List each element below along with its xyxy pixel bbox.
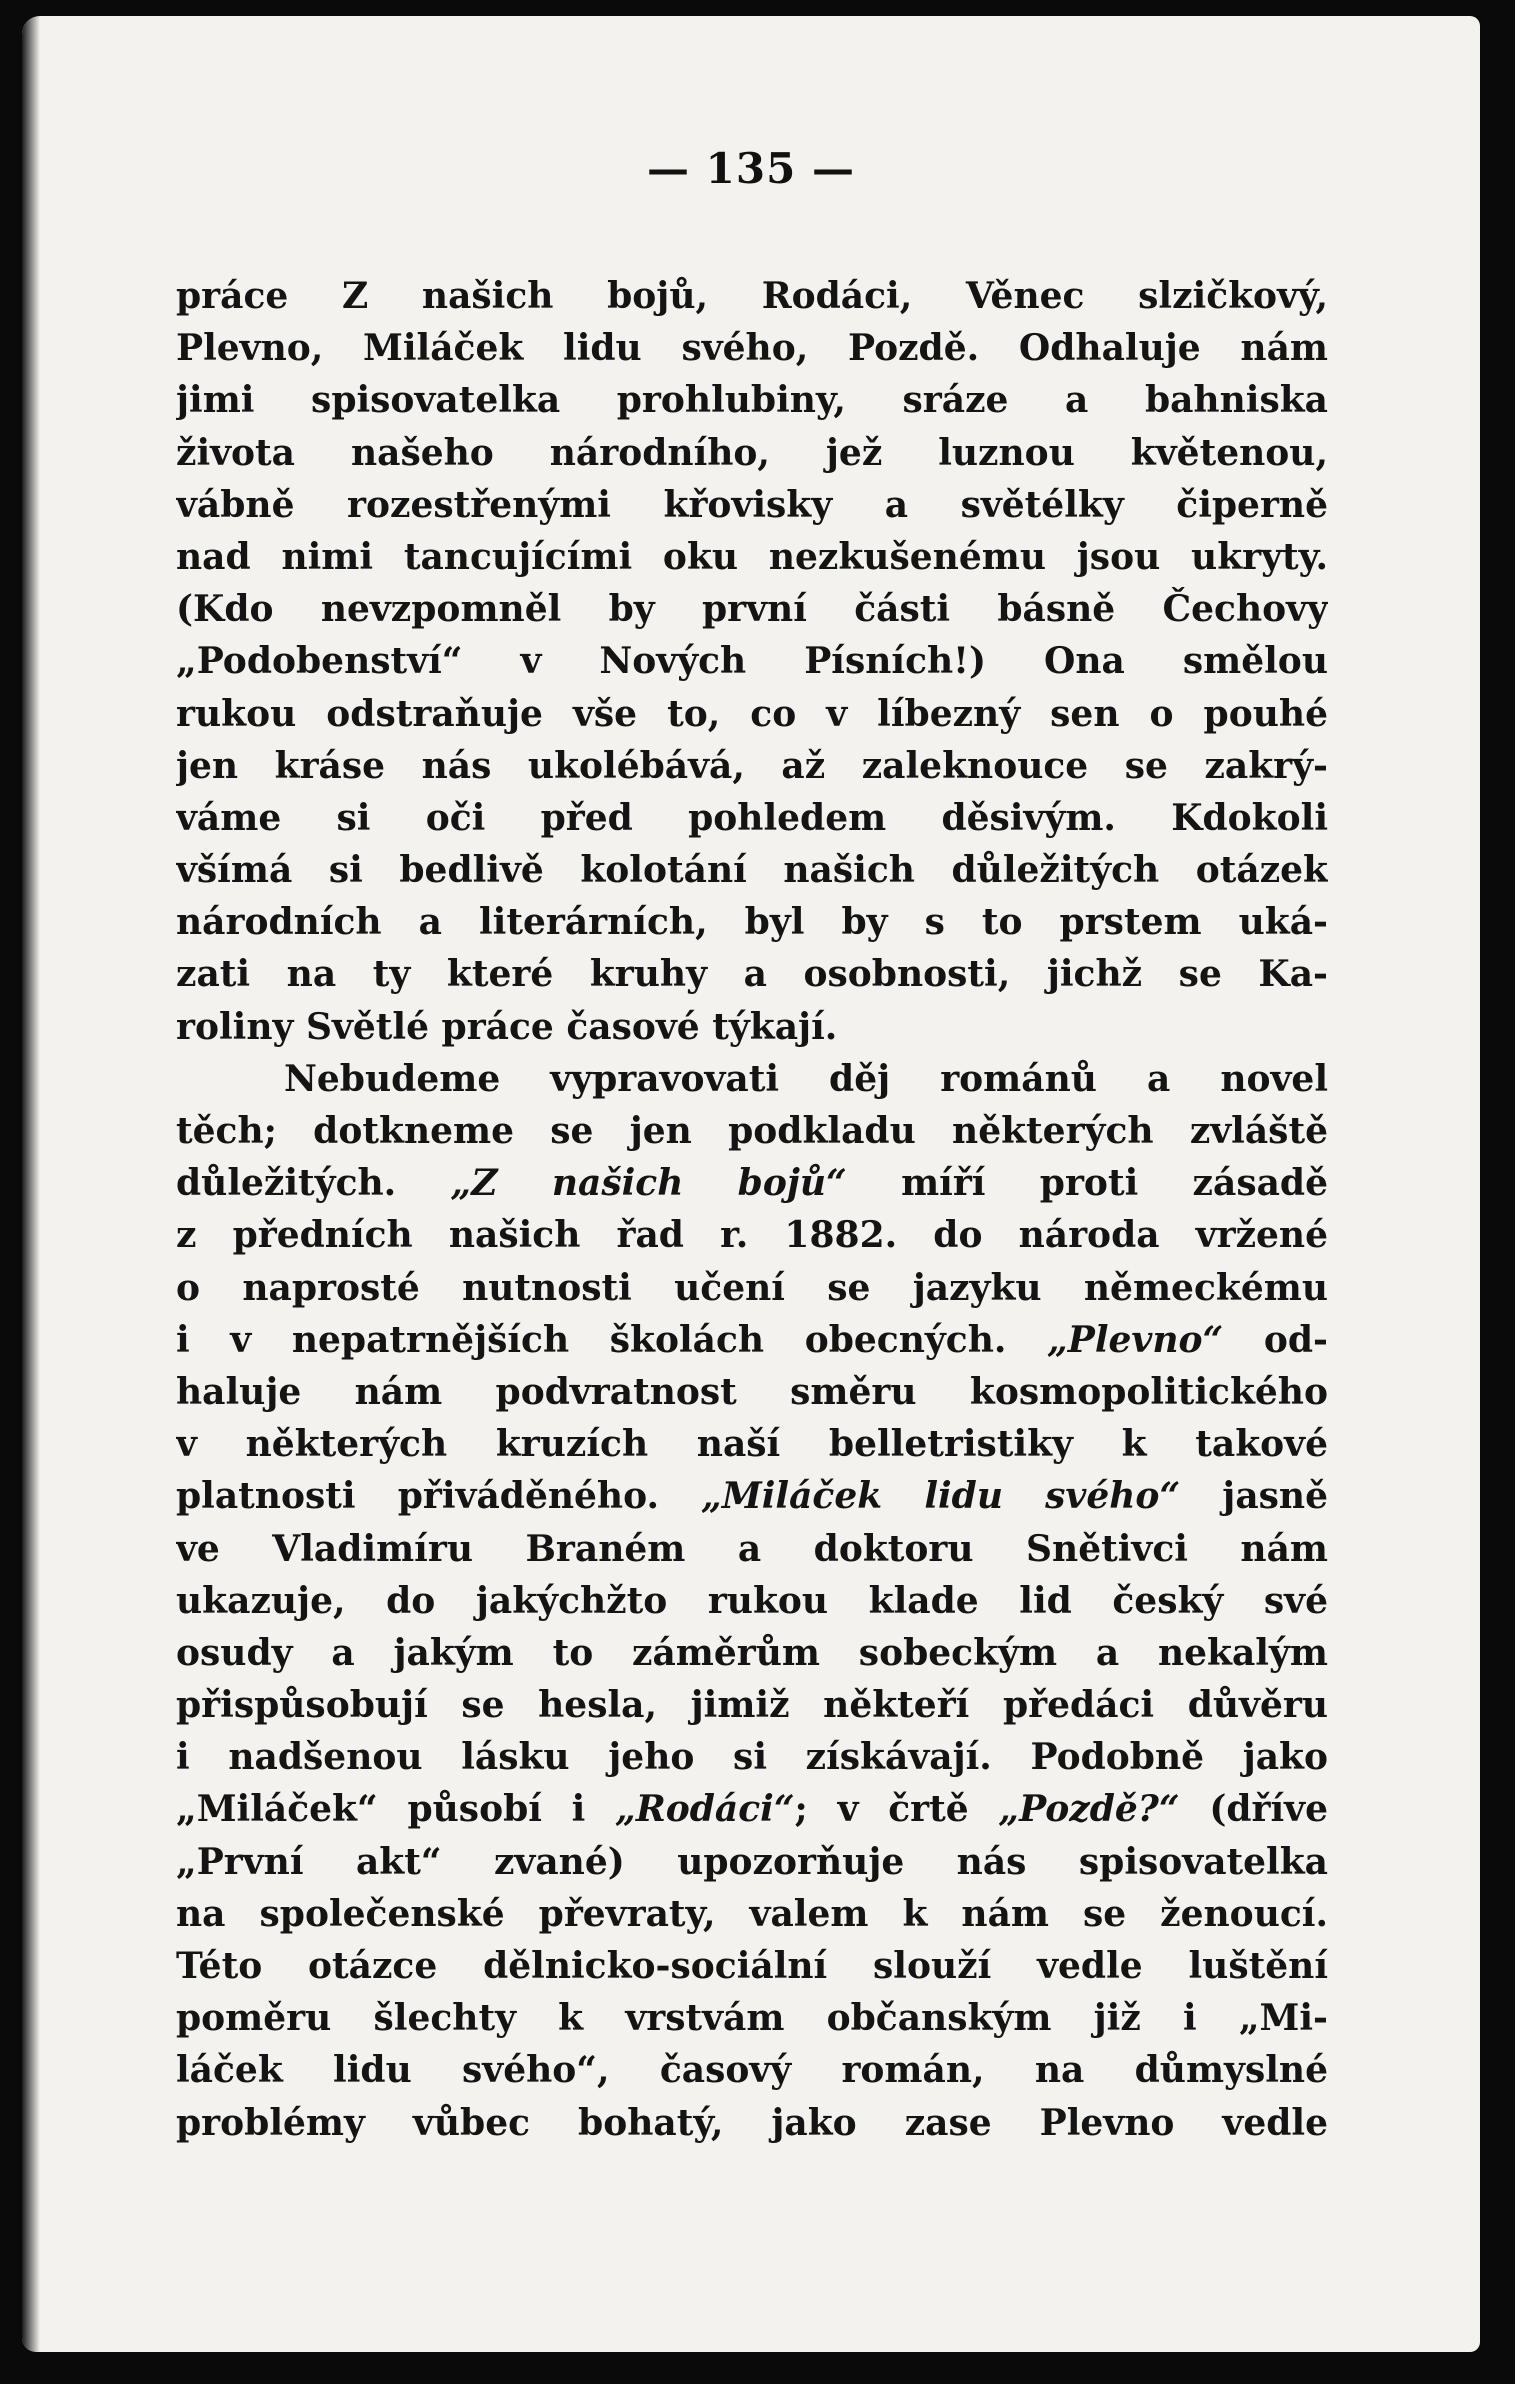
text-line: „Podobenství“ v Nových Písních!) Ona smělou bbox=[176, 640, 1328, 683]
text-line: osudy a jakým to záměrům sobeckým a nekalým bbox=[176, 1631, 1328, 1674]
text-line: láček lidu svého“, časový román, na důmyslné bbox=[176, 2049, 1328, 2092]
page-number: — 135 — bbox=[647, 144, 855, 193]
text-line: všímá si bedlivě kolotání našich důležitých otázek bbox=[176, 849, 1328, 892]
text-line: i nadšenou lásku jeho si získávají. Podobně jako bbox=[176, 1736, 1328, 1779]
text-line: národních a literárních, byl by s to prstem uká- bbox=[176, 901, 1328, 944]
text-line: vábně rozestřenými křovisky a světélky čiperně bbox=[176, 483, 1328, 526]
text-line: rukou odstraňuje vše to, co v líbezný sen o pouhé bbox=[176, 692, 1328, 735]
text-segment: (dříve bbox=[1179, 1788, 1328, 1831]
text-segment: ; v črtě bbox=[794, 1788, 999, 1831]
text-line: „První akt“ zvané) upozorňuje nás spisovatelka bbox=[176, 1840, 1328, 1883]
text-line: jimi spisovatelka prohlubiny, sráze a bahniska bbox=[176, 379, 1328, 422]
text-line bbox=[176, 1157, 1328, 1209]
text-segment: platnosti přiváděného. bbox=[176, 1475, 702, 1518]
text-line: nad nimi tancujícími oku nezkušenému jsou ukryty. bbox=[176, 535, 1328, 578]
text-line: jen kráse nás ukolébává, až zaleknouce se zakrý- bbox=[176, 744, 1328, 787]
text-line: roliny Světlé práce časové týkají. bbox=[176, 1005, 838, 1048]
text-line: ukazuje, do jakýchžto rukou klade lid český své bbox=[176, 1579, 1328, 1622]
text-line: přispůsobují se hesla, jimiž někteří předáci důvěru bbox=[176, 1684, 1328, 1727]
text-line: v některých kruzích naší belletristiky k takové bbox=[176, 1423, 1328, 1466]
text-line: na společenské převraty, valem k nám se ženoucí. bbox=[176, 1892, 1328, 1935]
text-line: haluje nám podvratnost směru kosmopolitického bbox=[176, 1370, 1328, 1413]
text-line bbox=[176, 1783, 1328, 1835]
text-segment: míří proti zásadě bbox=[846, 1162, 1328, 1205]
text-line: problémy vůbec bohatý, jako zase Plevno vedle bbox=[176, 2101, 1328, 2144]
text-segment: „Miláček“ působí i bbox=[176, 1788, 616, 1831]
text-line bbox=[176, 1314, 1328, 1366]
text-line: poměru šlechty k vrstvám občanským již i „Mi- bbox=[176, 1997, 1328, 2040]
work-title-italic: „Plevno“ bbox=[1047, 1318, 1224, 1361]
work-title-italic: „Miláček lidu svého“ bbox=[701, 1475, 1181, 1518]
work-title-italic: „Rodáci“ bbox=[615, 1788, 795, 1831]
paragraph-first-line: Nebudeme vypravovati děj románů a novel bbox=[284, 1057, 1328, 1100]
text-line: o naprosté nutnosti učení se jazyku německému bbox=[176, 1266, 1328, 1309]
text-line: života našeho národního, jež luznou květenou, bbox=[176, 431, 1328, 474]
text-segment: jasně bbox=[1180, 1475, 1328, 1518]
text-line: zati na ty které kruhy a osobnosti, jichž se Ka- bbox=[176, 953, 1328, 996]
text-line: ve Vladimíru Braném a doktoru Snětivci nám bbox=[176, 1527, 1328, 1570]
text-line: těch; dotkneme se jen podkladu některých zvláště bbox=[176, 1110, 1328, 1152]
text-line: (Kdo nevzpomněl by první části básně Čechovy bbox=[176, 588, 1328, 631]
text-line: práce Z našich bojů, Rodáci, Věnec slzičkový, bbox=[176, 275, 1328, 317]
body-text bbox=[176, 270, 1328, 2149]
work-title-italic: „Z našich bojů“ bbox=[450, 1162, 847, 1205]
text-line: váme si oči před pohledem děsivým. Kdokoli bbox=[176, 796, 1328, 839]
text-segment: důležitých. bbox=[176, 1162, 451, 1205]
text-line: Plevno, Miláček lidu svého, Pozdě. Odhaluje nám bbox=[176, 327, 1328, 370]
text-segment: od- bbox=[1223, 1318, 1328, 1361]
text-line: Této otázce dělnicko-sociální slouží vedle luštění bbox=[176, 1945, 1328, 1987]
book-page bbox=[22, 16, 1480, 2352]
text-segment: i v nepatrnějších školách obecných. bbox=[176, 1318, 1048, 1361]
text-line bbox=[176, 1470, 1328, 1522]
text-line: z předních našich řad r. 1882. do národa vržené bbox=[176, 1214, 1328, 1257]
page-edge-shadow bbox=[22, 16, 40, 2352]
work-title-italic: „Pozdě?“ bbox=[998, 1788, 1180, 1831]
